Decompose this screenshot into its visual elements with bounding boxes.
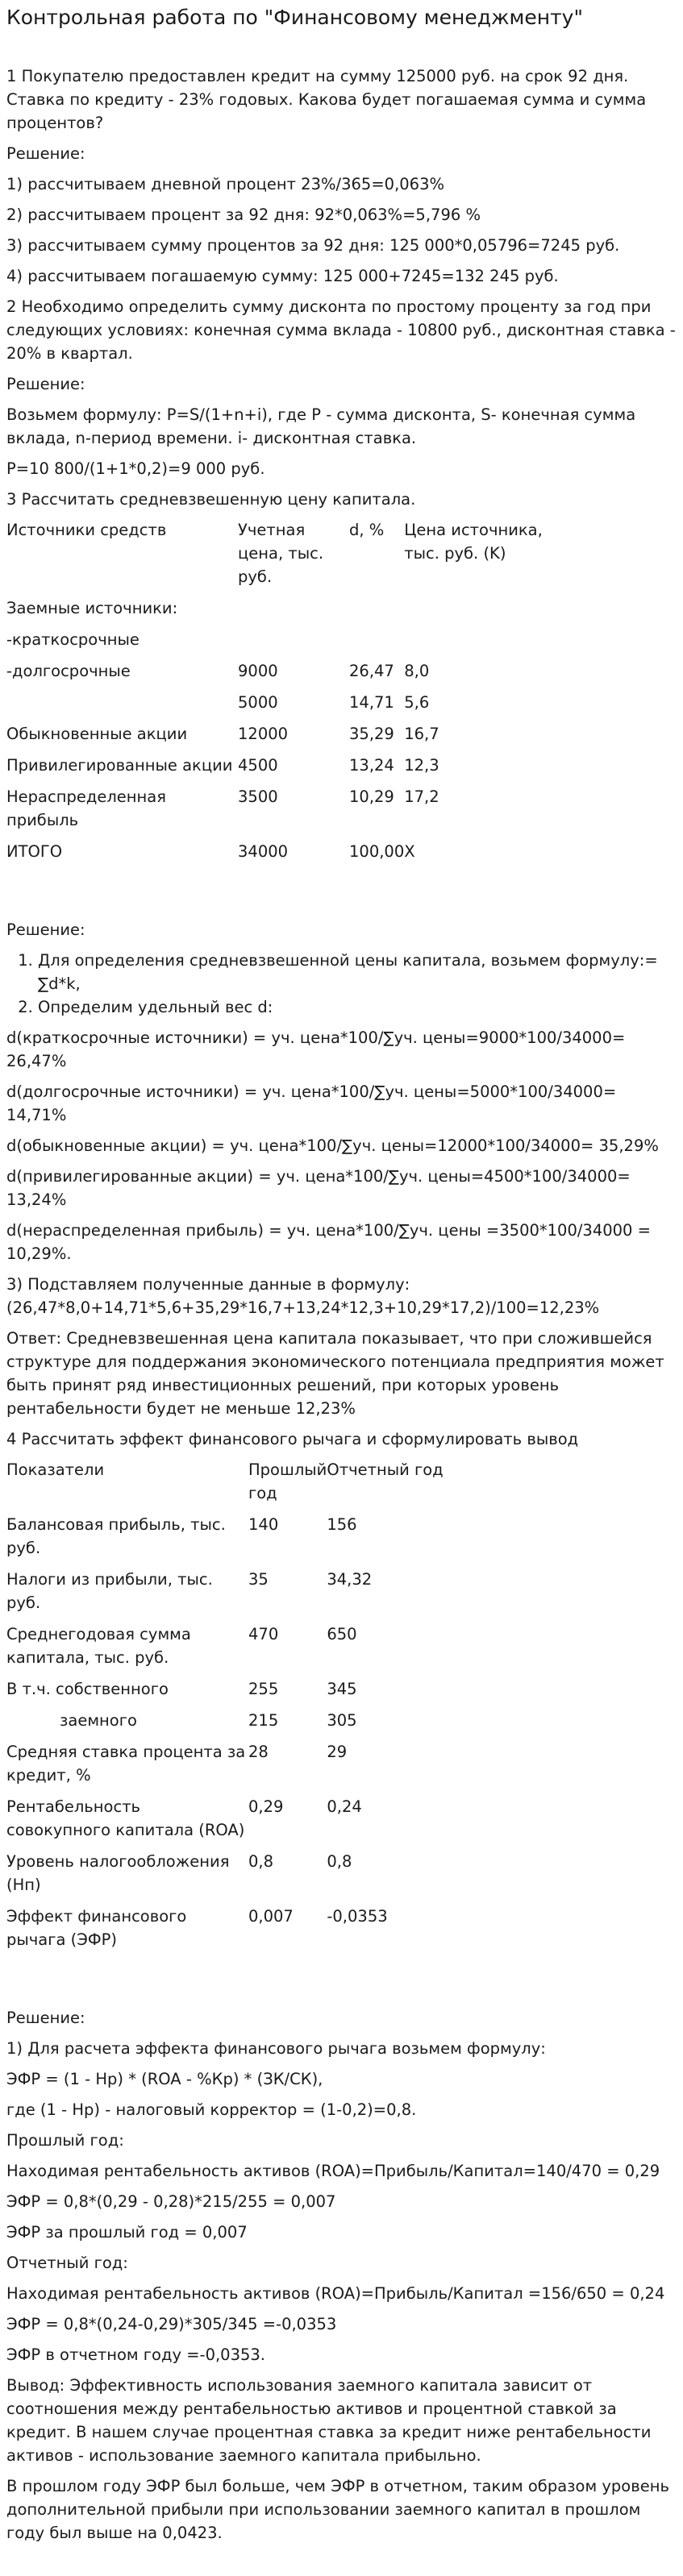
task4-conclusion: Вывод: Эффективность использования заемного капитала зависит от соотношения между рентабельностью активов и процентной ставкой за кредит. В нашем случае процентная ставка за кредит ниже рентабельности активов - использование заемного капитала прибыльно. bbox=[6, 2376, 652, 2465]
table-row bbox=[6, 628, 557, 659]
table-cell: Среднегодовая сумма капитала, тыс. руб. bbox=[6, 1625, 191, 1667]
task4-line: 1) Для расчета эффекта финансового рычага возьмем формулу: bbox=[6, 2039, 546, 2058]
table-cell: 9000 bbox=[238, 662, 278, 680]
table-row bbox=[6, 1740, 488, 1795]
table-cell: заемного bbox=[60, 1711, 137, 1730]
task3-line: d(краткосрочные источники) = уч. цена*100/∑уч. цены=9000*100/34000= 26,47% bbox=[6, 1028, 626, 1070]
task1-step: 2) рассчитываем процент за 92 дня: 92*0,063%=5,796 % bbox=[6, 206, 481, 224]
table-cell: 100,00 bbox=[349, 842, 405, 861]
table-cell: Привилегированные акции bbox=[6, 756, 233, 775]
table-cell: 17,2 bbox=[404, 787, 439, 806]
table-cell: Рентабельность совокупного капитала (ROA) bbox=[6, 1797, 245, 1839]
table-cell: Налоги из прибыли, тыс. руб. bbox=[6, 1570, 213, 1612]
table-cell: 3500 bbox=[238, 787, 278, 806]
table-cell: 4500 bbox=[238, 756, 278, 775]
task1-question: 1 Покупателю предоставлен кредит на сумму 125000 руб. на срок 92 дня. Ставка по кредиту - 23% годовых. Какова будет погашаемая сумма и сумма процентов? bbox=[6, 67, 647, 132]
task4-line: ЭФР = 0,8*(0,29 - 0,28)*215/255 = 0,007 bbox=[6, 2192, 336, 2211]
task3-line: d(привилегированные акции) = уч. цена*100/∑уч. цены=4500*100/34000= 13,24% bbox=[6, 1167, 631, 1209]
task4-line: где (1 - Нр) - налоговый корректор = (1-0,2)=0,8. bbox=[6, 2100, 417, 2119]
table-header-cell: Цена источника, тыс. руб. (K) bbox=[404, 521, 543, 563]
table-cell: 34,32 bbox=[327, 1570, 373, 1589]
task1-step: 3) рассчитываем сумму процентов за 92 дня: 125 000*0,05796=7245 руб. bbox=[6, 236, 620, 255]
table-header-cell: d, % bbox=[349, 521, 385, 539]
table-cell: 0,8 bbox=[248, 1852, 274, 1871]
task3-line: 3) Подставляем полученные данные в формулу: (26,47*8,0+14,71*5,6+35,29*16,7+13,24*12,3+10,29*17,2)/100=12,23% bbox=[6, 1275, 600, 1317]
financial-leverage-table bbox=[6, 1458, 488, 1959]
table-cell: 13,24 bbox=[349, 756, 394, 775]
table-cell: 5,6 bbox=[404, 693, 430, 712]
list-item: 1. Для определения средневзвешенной цены капитала, возьмем формулу:= ∑d*k, bbox=[38, 949, 677, 995]
table-cell: 35,29 bbox=[349, 725, 394, 743]
task2-line: P=10 800/(1+1*0,2)=9 000 руб. bbox=[6, 459, 265, 478]
table-cell: В т.ч. собственного bbox=[6, 1680, 169, 1698]
task4-solution-label: Решение: bbox=[6, 2009, 85, 2027]
task1-step: 4) рассчитываем погашаемую сумму: 125 000+7245=132 245 руб. bbox=[6, 267, 559, 285]
table-header-cell: Учетная цена, тыс. руб. bbox=[238, 521, 324, 586]
table-cell: 28 bbox=[248, 1743, 269, 1761]
spacer bbox=[6, 1959, 677, 2006]
table-row bbox=[6, 1905, 488, 1959]
task3-solution-label: Решение: bbox=[6, 920, 85, 939]
table-cell: 345 bbox=[327, 1680, 357, 1698]
table-header-cell: Источники средств bbox=[6, 521, 167, 539]
spacer bbox=[6, 871, 677, 918]
task3-answer: Ответ: Средневзвешенная цена капитала показывает, что при сложившейся структуре для поддержания экономического потенциала предприятия может быть принят ряд инвестиционных решений, при которых уровень рентабельности будет не меньше 12,23% bbox=[6, 1329, 664, 1418]
table-cell: 26,47 bbox=[349, 662, 394, 680]
table-cell: 10,29 bbox=[349, 787, 394, 806]
table-cell: 156 bbox=[327, 1515, 357, 1534]
table-cell: 16,7 bbox=[404, 725, 439, 743]
task4-line: Находимая рентабельность активов (ROA)=Прибыль/Капитал=140/470 = 0,29 bbox=[6, 2162, 660, 2180]
task3-line: d(долгосрочные источники) = уч. цена*100/∑уч. цены=5000*100/34000= 14,71% bbox=[6, 1082, 617, 1124]
table-cell: 215 bbox=[248, 1711, 279, 1730]
table-row bbox=[6, 691, 557, 722]
table-cell: 29 bbox=[327, 1743, 348, 1761]
table-cell bbox=[404, 596, 557, 628]
task4-line: ЭФР за прошлый год = 0,007 bbox=[6, 2223, 248, 2242]
task1-step: 1) рассчитываем дневной процент 23%/365=0,063% bbox=[6, 175, 445, 193]
table-cell: Заемные источники: bbox=[6, 599, 178, 617]
task4-question: 4 Рассчитать эффект финансового рычага и сформулировать вывод bbox=[6, 1430, 579, 1448]
table-cell bbox=[404, 628, 557, 659]
task4-line: ЭФР = (1 - Нр) * (ROA - %Кр) * (ЗК/СК), bbox=[6, 2070, 323, 2088]
table-cell: Нераспределенная прибыль bbox=[6, 787, 166, 829]
table-cell bbox=[349, 628, 404, 659]
table-row bbox=[6, 722, 557, 754]
table-cell: 0,24 bbox=[327, 1797, 362, 1816]
table-cell bbox=[349, 596, 404, 628]
table-cell: 12000 bbox=[238, 725, 289, 743]
table-row bbox=[6, 785, 557, 840]
table-cell: 5000 bbox=[238, 693, 278, 712]
table-cell: 35 bbox=[248, 1570, 269, 1589]
table-cell: 305 bbox=[327, 1711, 357, 1730]
table-cell: 34000 bbox=[238, 842, 289, 861]
task2-question: 2 Необходимо определить сумму дисконта по простому проценту за год при следующих условиях: конечная сумма вклада - 10800 руб., дисконтная ставка - 20% в квартал. bbox=[6, 297, 676, 363]
table-row bbox=[6, 1850, 488, 1905]
table-row bbox=[6, 1795, 488, 1850]
table-row bbox=[6, 1568, 488, 1622]
task2-line: Возьмем формулу: P=S/(1+n+i), где P - сумма дисконта, S- конечная сумма вклада, n-период времени. i- дисконтная ставка. bbox=[6, 405, 636, 447]
task3-line: d(обыкновенные акции) = уч. цена*100/∑уч. цены=12000*100/34000= 35,29% bbox=[6, 1136, 659, 1155]
task3-steps-list bbox=[6, 949, 677, 1019]
table-cell: -краткосрочные bbox=[6, 630, 140, 649]
table-cell: 650 bbox=[327, 1625, 357, 1643]
table-header-row bbox=[6, 518, 557, 596]
task4-conclusion: В прошлом году ЭФР был больше, чем ЭФР в отчетном, таким образом уровень дополнительной прибыли при использовании заемного капитал в прошлом году был выше на 0,0423. bbox=[6, 2477, 669, 2542]
table-row bbox=[6, 840, 557, 871]
table-row bbox=[6, 596, 557, 628]
table-cell: 0,29 bbox=[248, 1797, 284, 1816]
table-cell: 0,8 bbox=[327, 1852, 352, 1871]
table-cell bbox=[238, 628, 349, 659]
table-cell bbox=[6, 691, 238, 722]
task2-solution-label: Решение: bbox=[6, 375, 85, 393]
table-cell: Обыкновенные акции bbox=[6, 725, 188, 743]
task3-line: d(нераспределенная прибыль) = уч. цена*100/∑уч. цены =3500*100/34000 = 10,29%. bbox=[6, 1221, 651, 1263]
task4-line: ЭФР в отчетном году =-0,0353. bbox=[6, 2345, 266, 2364]
table-cell: -долгосрочные bbox=[6, 662, 131, 680]
table-cell: 0,007 bbox=[248, 1907, 294, 1926]
table-cell: 470 bbox=[248, 1625, 279, 1643]
task4-line: Отчетный год: bbox=[6, 2254, 128, 2272]
table-cell: Балансовая прибыль, тыс. руб. bbox=[6, 1515, 226, 1557]
table-cell: Средняя ставка процента за кредит, % bbox=[6, 1743, 246, 1785]
table-header-row bbox=[6, 1458, 488, 1513]
table-row bbox=[6, 1513, 488, 1568]
table-cell: 12,3 bbox=[404, 756, 439, 775]
table-cell bbox=[238, 596, 349, 628]
table-cell: Уровень налогообложения (Нп) bbox=[6, 1852, 230, 1894]
table-cell: Эффект финансового рычага (ЭФР) bbox=[6, 1907, 187, 1949]
list-item: 2. Определим удельный вес d: bbox=[38, 995, 677, 1019]
table-header-cell: Показатели bbox=[6, 1460, 105, 1479]
task3-question: 3 Рассчитать средневзвешенную цену капитала. bbox=[6, 490, 416, 509]
table-row bbox=[6, 659, 557, 691]
table-row bbox=[6, 1677, 488, 1709]
table-header-cell: Отчетный год bbox=[327, 1460, 444, 1479]
capital-cost-table bbox=[6, 518, 557, 871]
page-title: Контрольная работа по "Финансовому менеджменту" bbox=[6, 6, 583, 29]
table-cell: ИТОГО bbox=[6, 842, 63, 861]
task1-solution-label: Решение: bbox=[6, 144, 85, 163]
task4-line: Находимая рентабельность активов (ROA)=Прибыль/Капитал =156/650 = 0,24 bbox=[6, 2284, 665, 2303]
task4-line: ЭФР = 0,8*(0,24-0,29)*305/345 =-0,0353 bbox=[6, 2315, 337, 2333]
table-cell: 255 bbox=[248, 1680, 279, 1698]
table-header-cell: Прошлый год bbox=[248, 1460, 327, 1502]
table-cell: 14,71 bbox=[349, 693, 394, 712]
table-row bbox=[6, 1622, 488, 1677]
table-row bbox=[6, 1709, 488, 1740]
table-cell: 8,0 bbox=[404, 662, 430, 680]
task4-line: Прошлый год: bbox=[6, 2131, 124, 2150]
table-row bbox=[6, 754, 557, 785]
table-cell: -0,0353 bbox=[327, 1907, 388, 1926]
table-cell: X bbox=[404, 842, 415, 861]
table-cell: 140 bbox=[248, 1515, 279, 1534]
